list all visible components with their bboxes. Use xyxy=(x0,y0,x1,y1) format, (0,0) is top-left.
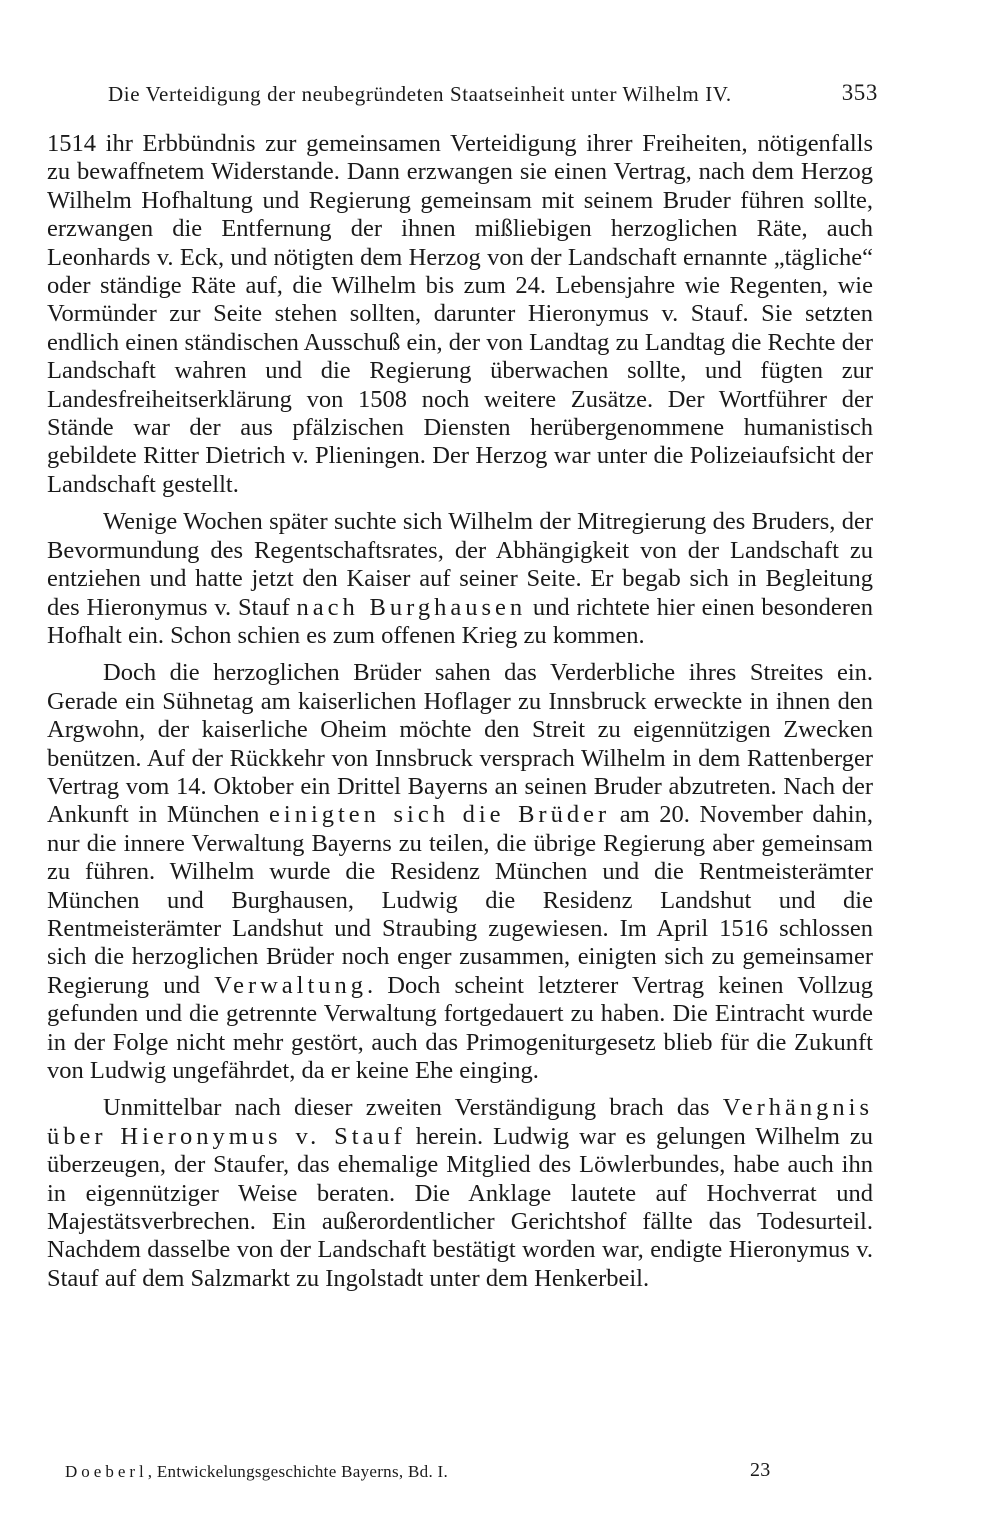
text-run: am 20. November dahin, nur die innere Verwaltung Bayerns zu teilen, die übrige Regierung aber gemeinsam zu führen. Wilhelm wurde die Residenz München und die Rentmeisterämter München und Burghausen, Ludwig die Residenz Landshut und die Rentmeisterämter Landshut und Straubing zugewiesen. Im April 1516 schlossen sich die herzoglichen Brüder noch enger zusammen, einigten sich zu gemeinsamer Regierung und xyxy=(47,801,873,999)
paragraph xyxy=(47,130,873,499)
text-run: 1514 ihr Erbbündnis zur gemeinsamen Verteidigung ihrer Freiheiten, nötigenfalls zu bewaffnetem Widerstande. Dann erzwangen sie einen Vertrag, nach dem Herzog Wilhelm Hofhaltung und Regierung gemeinsam mit seinem Bruder führen sollte, erzwangen die Entfernung der ihnen mißliebigen herzoglichen Räte, auch Leonhards v. Eck, und nötigten dem Herzog von der Landschaft ernannte „tägliche“ oder ständige Räte auf, die Wilhelm bis zum 24. Lebensjahre wie Regenten, wie Vormünder zur Seite stehen sollten, darunter Hieronymus v. Stauf. Sie setzten endlich einen ständischen Ausschuß ein, der von Landtag zu Landtag die Rechte der Landschaft wahren und die Regierung überwachen sollte, und fügten zur Landesfreiheitserklärung von 1508 noch weitere Zusätze. Der Wortführer der Stände war der aus pfälzischen Diensten herübergenommene humanistisch gebildete Ritter Dietrich v. Plieningen. Der Herzog war unter die Polizeiaufsicht der Landschaft gestellt. xyxy=(47,130,873,498)
paragraph xyxy=(47,508,873,650)
text-run: . Doch scheint letzterer Vertrag keinen Vollzug gefunden und die getrennte Verwaltung fortgedauert zu haben. Die Eintracht wurde in der Folge nicht mehr gestört, auch das Primogeniturgesetz blieb für die Zukunft von Ludwig ungefährdet, da er keine Ehe einging. xyxy=(47,971,873,1084)
spaced-emphasis: nach Burghausen xyxy=(296,593,527,621)
running-header xyxy=(108,82,878,107)
footnote-line xyxy=(65,1459,785,1482)
body-text xyxy=(47,130,873,1293)
footer-source: , Entwickelungsgeschichte Bayerns, Bd. I. xyxy=(147,1462,449,1481)
text-run: Wenige Wochen später suchte sich Wilhelm der Mitregierung des Bruders, der Bevormundung des Regentschaftsrates, der Abhängigkeit von der Landschaft zu entziehen und hatte jetzt den Kaiser auf seiner Seite. Er begab sich in Begleitung des Hieronymus v. Stauf xyxy=(47,508,873,621)
text-run: herein. Ludwig war es gelungen Wilhelm zu überzeugen, der Staufer, das ehemalige Mitglied des Löwlerbundes, habe auch ihn in eigennütziger Weise beraten. Die Anklage lautete auf Hochverrat und Majestätsverbrechen. Ein außerordentlicher Gerichtshof fällte das Todesurteil. Nachdem dasselbe von der Landschaft bestätigt worden war, endigte Hieronymus v. Stauf auf dem Salzmarkt zu Ingolstadt unter dem Henkerbeil. xyxy=(47,1122,873,1292)
spaced-emphasis: Verwaltung xyxy=(214,971,368,999)
signature-mark: 23 xyxy=(750,1459,771,1481)
text-run: Doch die herzoglichen Brüder sahen das Verderbliche ihres Streites ein. Gerade ein Sühnetag am kaiserlichen Hoflager zu Innsbruck erweckte in ihnen den Argwohn, der kaiserliche Oheim möchte den Streit zu eigennützigen Zwecken benützen. Auf der Rückkehr von Innsbruck versprach Wilhelm in dem Rattenberger Vertrag vom 14. Oktober ein Drittel Bayerns an seinen Bruder abzutreten. Nach der Ankunft in München xyxy=(47,659,873,829)
footer-author: Doeberl xyxy=(65,1462,148,1481)
text-run: und richtete hier einen besonderen Hofhalt ein. Schon schien es zum offenen Krieg zu kommen. xyxy=(47,593,873,649)
paragraph xyxy=(47,1094,873,1293)
spaced-emphasis: Verhängnis über Hieronymus v. Stauf xyxy=(47,1094,873,1150)
page-number: 353 xyxy=(841,80,878,105)
text-run: Unmittelbar nach dieser zweiten Verständigung brach das xyxy=(103,1094,723,1122)
running-title: Die Verteidigung der neubegründeten Staatseinheit unter Wilhelm IV. xyxy=(108,82,732,106)
spaced-emphasis: einigten sich die Brüder xyxy=(269,801,611,829)
paragraph xyxy=(47,659,873,1085)
